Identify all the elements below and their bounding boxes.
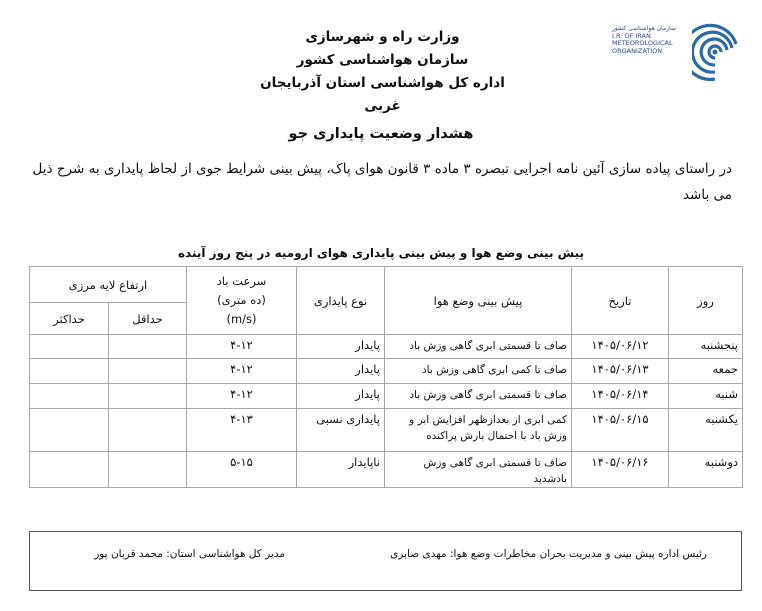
cell-forecast: صاف تا قسمتی ابری گاهی وزش باد xyxy=(385,384,572,409)
cell-wind: ۴-۱۲ xyxy=(187,359,297,384)
cell-forecast: کمی ابری از بعدازظهر افزایش ابر و وزش باد با احتمال بارش پراکنده xyxy=(385,409,572,452)
table-row xyxy=(30,409,743,452)
logo xyxy=(612,22,742,92)
table-row xyxy=(30,452,743,488)
cell-wind: ۴-۱۲ xyxy=(187,335,297,359)
logo-text-en1: I.R. OF IRAN xyxy=(612,31,651,40)
forecast-table xyxy=(29,266,743,488)
cell-date: ۱۴۰۵/۰۶/۱۳ xyxy=(572,359,669,384)
cell-day: پنجشنبه xyxy=(669,335,743,359)
header-min: حداقل xyxy=(109,303,187,335)
cell-max xyxy=(30,335,109,359)
cell-stability: پایدار xyxy=(297,359,385,384)
cell-min xyxy=(109,335,187,359)
cell-date: ۱۴۰۵/۰۶/۱۶ xyxy=(572,452,669,488)
header-day: روز xyxy=(669,267,743,335)
signature-box xyxy=(29,531,742,591)
cell-max xyxy=(30,409,109,452)
header-wind-unit2: (m/s) xyxy=(226,312,257,326)
forecast-head-signature: رئیس اداره پیش بینی و مدیریت بحران مخاطرات وضع هوا: مهدی صابری xyxy=(390,548,707,560)
department-name: اداره کل هواشناسی استان آذربایجان غربی xyxy=(260,75,505,114)
cell-stability: پایدار xyxy=(297,384,385,409)
logo-text-en2: METEOROLOGICAL xyxy=(612,39,673,48)
table-title: پیش بینی وضع هوا و پیش بینی پایداری هوای ارومیه در پنج روز آینده xyxy=(177,246,585,260)
cell-min xyxy=(109,384,187,409)
cell-min xyxy=(109,359,187,384)
cell-forecast: صاف تا قسمتی ابری گاهی وزش باد xyxy=(385,335,572,359)
organization-name: سازمان هواشناسی کشور xyxy=(296,52,469,68)
logo-text xyxy=(612,25,702,55)
header-forecast: پیش بینی وضع هوا xyxy=(385,267,572,335)
cell-day: یکشنبه xyxy=(669,409,743,452)
header-wind xyxy=(187,267,297,335)
cell-stability: پایداری نسبی xyxy=(297,409,385,452)
director-signature: مدیر کل هواشناسی استان: محمد قربان پور xyxy=(94,548,285,560)
header-wind-label: سرعت باد xyxy=(216,274,267,288)
cell-date: ۱۴۰۵/۰۶/۱۵ xyxy=(572,409,669,452)
intro-paragraph: در راستای پیاده سازی آئین نامه اجرایی تبصره ۳ ماده ۳ قانون هوای پاک، پیش بینی شرایط جوی از لحاظ پایداری به شرح ذیل می باشد xyxy=(32,161,732,203)
cell-forecast: صاف تا قسمتی ابری گاهی وزش بادشدید xyxy=(385,452,572,488)
cell-stability: پایدار xyxy=(297,335,385,359)
cell-date: ۱۴۰۵/۰۶/۱۴ xyxy=(572,384,669,409)
cell-min xyxy=(109,452,187,488)
cell-day: جمعه xyxy=(669,359,743,384)
table-row xyxy=(30,384,743,409)
header-wind-unit1: (ده متری) xyxy=(217,293,266,307)
cell-max xyxy=(30,359,109,384)
table-row xyxy=(30,359,743,384)
cell-day: دوشنبه xyxy=(669,452,743,488)
cell-date: ۱۴۰۵/۰۶/۱۲ xyxy=(572,335,669,359)
cell-stability: ناپایدار xyxy=(297,452,385,488)
header-date: تاریخ xyxy=(572,267,669,335)
document-title: هشدار وضعیت پایداری جو xyxy=(288,126,474,142)
cell-wind: ۴-۱۳ xyxy=(187,409,297,452)
ministry-name: وزارت راه و شهرسازی xyxy=(305,29,460,45)
table-row xyxy=(30,335,743,359)
logo-text-en3: ORGANIZATION xyxy=(612,46,663,55)
cell-max xyxy=(30,452,109,488)
header-stability: نوع پایداری xyxy=(297,267,385,335)
cell-day: شنبه xyxy=(669,384,743,409)
header-max: حداکثر xyxy=(30,303,109,335)
cell-forecast: صاف تا کمی ابری گاهی وزش باد xyxy=(385,359,572,384)
cell-wind: ۵-۱۵ xyxy=(187,452,297,488)
cell-wind: ۴-۱۲ xyxy=(187,384,297,409)
header-block xyxy=(250,26,515,118)
cell-min xyxy=(109,409,187,452)
header-boundary-layer: ارتفاع لایه مرزی xyxy=(30,267,187,303)
logo-text-fa: سازمان هواشناسی کشور xyxy=(612,25,676,32)
logo-spiral-icon xyxy=(692,22,738,82)
cell-max xyxy=(30,384,109,409)
